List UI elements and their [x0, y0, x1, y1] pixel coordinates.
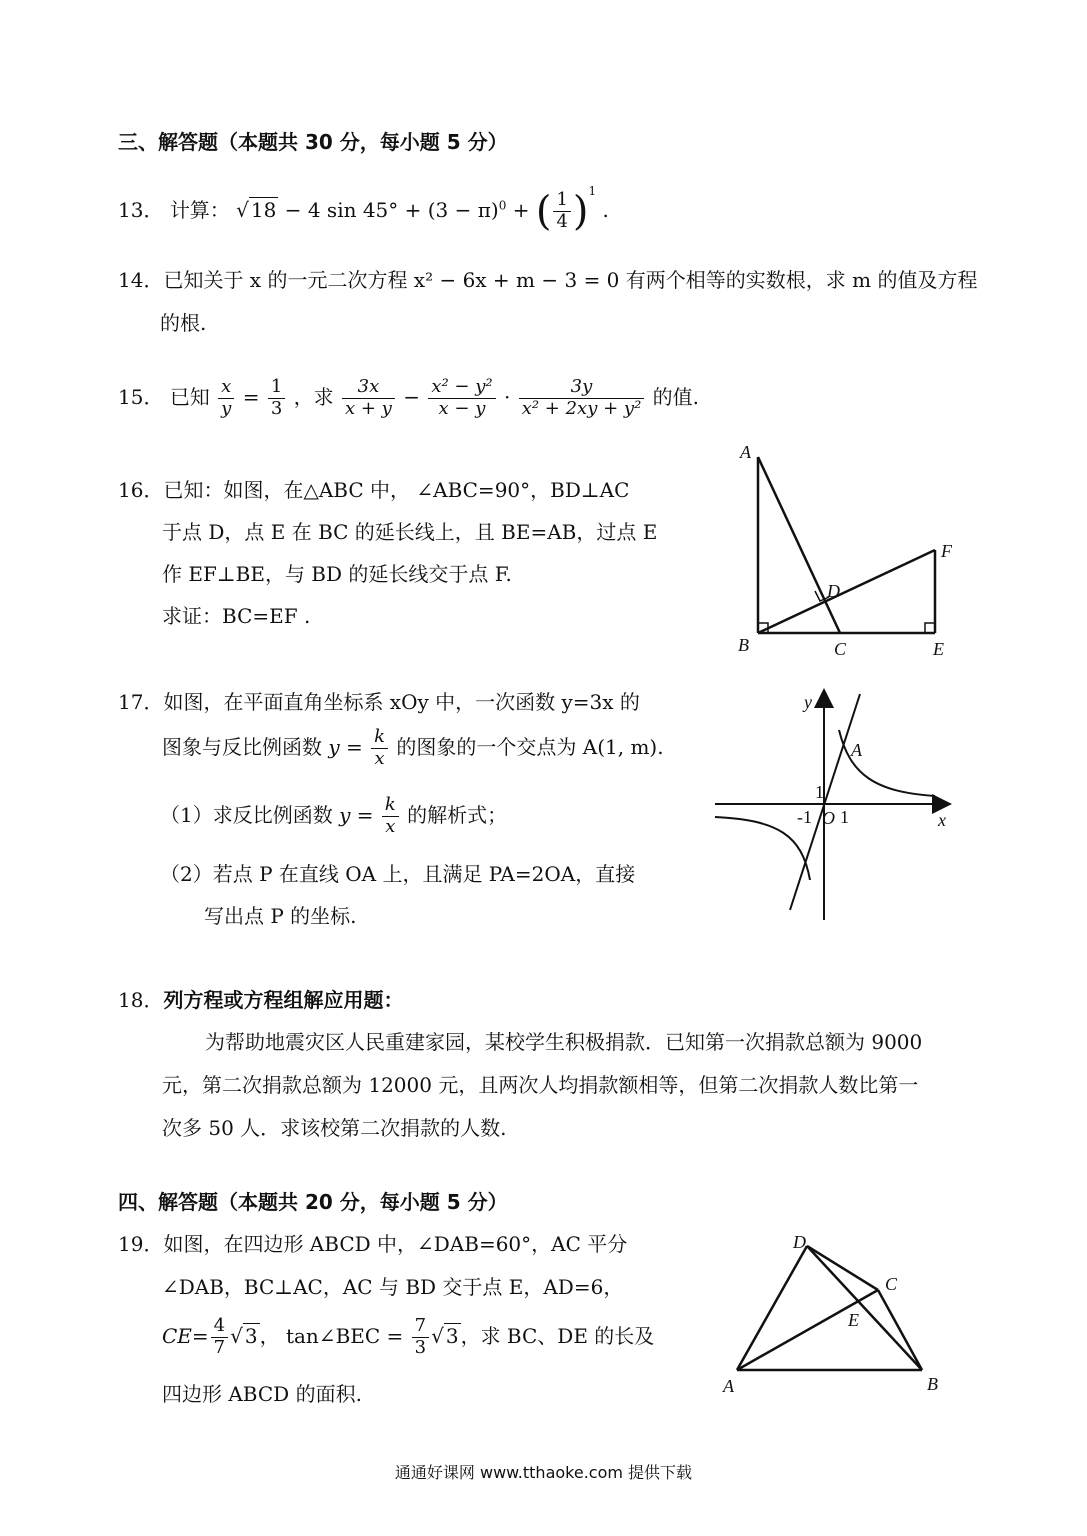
q19-sqrt-sign-1: √	[230, 1324, 243, 1348]
label-1-x: 1	[840, 807, 849, 827]
q18-line2: 元，第二次捐款总额为 12000 元，且两次人均捐款额相等，但第二次捐款人数比第一	[162, 1073, 919, 1097]
q13-plus: +	[512, 198, 536, 222]
q15-minus: −	[403, 385, 427, 409]
q17-sub1-lead: （1）求反比例函数	[160, 803, 340, 827]
q16-line2: 于点 D，点 E 在 BC 的延长线上，且 BE=AB，过点 E	[162, 520, 658, 544]
q15-frac-3y: $\frac{3y}{\text{x² + 2xy + y²}}$	[519, 377, 645, 419]
q19-line3	[162, 1310, 654, 1362]
q17-sub1	[160, 790, 507, 840]
q14-number: 14．	[118, 268, 164, 292]
label-1-y: 1	[815, 782, 824, 802]
q15-frac-3x: $\frac{3x}{x + y}$	[342, 377, 395, 419]
q19-figure	[715, 1228, 960, 1403]
q19-tan: ， tan∠BEC =	[259, 1324, 410, 1348]
q16-figure	[730, 435, 970, 665]
q15-frac-1-3: $\frac{1}{3}$	[268, 377, 285, 419]
q13-exp0: 0	[498, 198, 507, 213]
label-a: A	[723, 1376, 734, 1396]
q17-sub2b: 写出点 P 的坐标.	[204, 904, 357, 928]
question-17	[118, 686, 640, 715]
q19-line4: 四边形 ABCD 的面积.	[162, 1382, 362, 1406]
q13-number: 13．	[118, 198, 164, 222]
q18-number: 18．	[118, 988, 164, 1012]
page-footer: 通通好课网 www.tthaoke.com 提供下载	[394, 1463, 693, 1482]
q19-number: 19．	[118, 1232, 164, 1256]
label-f: F	[941, 541, 952, 561]
q17-frac-kx: $\frac{k}{x}$	[371, 727, 388, 769]
q19-ce: CE=	[162, 1324, 209, 1348]
q15-eq: =	[242, 385, 266, 409]
q17-sub2a: （2）若点 P 在直线 OA 上，且满足 PA=2OA，直接	[160, 862, 636, 886]
q18-line3: 次多 50 人．求该校第二次捐款的人数.	[162, 1116, 507, 1140]
q17-line2-tail: 的图象的一个交点为 A(1, m).	[390, 735, 664, 759]
label-d: D	[827, 581, 840, 601]
label-y: y	[804, 692, 812, 712]
question-14	[118, 264, 977, 293]
question-19	[118, 1228, 627, 1257]
label-e: E	[848, 1310, 859, 1330]
q14-line1: 已知关于 x 的一元二次方程 x² − 6x + m − 3 = 0 有两个相等的实数根，求 m 的值及方程	[163, 268, 978, 292]
q13-lead: 计算：	[169, 198, 230, 222]
segment-bf	[758, 550, 935, 633]
q13-sqrt-arg: 18	[250, 198, 277, 222]
q13-rparen: )	[572, 188, 589, 235]
q13-term1: − 4 sin 45° + (3 − π)	[284, 198, 499, 222]
label-b: B	[738, 635, 749, 655]
right-angle-e	[925, 623, 935, 633]
q16-line1: 已知：如图，在△ABC 中， ∠ABC=90°，BD⊥AC	[163, 478, 630, 502]
q17-figure	[710, 680, 980, 925]
label-neg1: -1	[797, 807, 812, 827]
label-c: C	[885, 1274, 898, 1294]
q15-end: 的值.	[652, 385, 699, 409]
q19-frac-7-3: $\frac{7}{3}$	[412, 1316, 429, 1358]
question-15	[118, 372, 699, 422]
segment-db	[807, 1246, 922, 1370]
label-a: A	[740, 442, 751, 462]
q15-number: 15．	[118, 385, 164, 409]
section-3-title: 三、解答题（本题共 30 分，每小题 5 分）	[118, 130, 508, 154]
q17-line2	[162, 722, 664, 772]
section-4-title: 四、解答题（本题共 20 分，每小题 5 分）	[118, 1190, 508, 1214]
q13-lparen: (	[535, 188, 552, 235]
q16-line4: 求证：BC=EF .	[162, 604, 311, 628]
q17-line1: 如图，在平面直角坐标系 xOy 中，一次函数 y=3x 的	[163, 690, 640, 714]
q13-end: .	[602, 198, 609, 222]
q17-sub1-yeq: y =	[339, 803, 380, 827]
q15-frac-diff: $\frac{\text{x² − y²}}{x - y}$	[428, 377, 495, 419]
q19-line2: ∠DAB，BC⊥AC，AC 与 BD 交于点 E，AD=6，	[162, 1275, 624, 1299]
q19-sqrt-2: 3	[445, 1324, 459, 1348]
hyperbola-branch-2	[715, 817, 810, 880]
q15-frac-xy: $\frac{x}{y}$	[218, 377, 234, 419]
q13-exp1: 1	[588, 184, 597, 198]
q18-title: 列方程或方程组解应用题：	[163, 988, 404, 1012]
question-18	[118, 984, 403, 1013]
q17-line2-lead: 图象与反比例函数	[162, 735, 329, 759]
q19-line3-tail: ，求 BC、DE 的长及	[460, 1324, 655, 1348]
label-d: D	[793, 1232, 806, 1252]
q13-sqrt-sign: √	[236, 198, 249, 222]
q13-fraction: $\frac{1}{4}$	[553, 190, 570, 232]
label-x: x	[938, 810, 946, 830]
label-c: C	[834, 639, 847, 659]
q19-frac-4-7: $\frac{4}{7}$	[211, 1316, 228, 1358]
label-e: E	[933, 639, 944, 659]
q19-sqrt-sign-2: √	[431, 1324, 444, 1348]
q15-lead: 已知	[169, 385, 210, 409]
q16-number: 16．	[118, 478, 164, 502]
label-b: B	[927, 1374, 938, 1394]
q15-dot: ·	[503, 385, 517, 409]
label-o: O	[822, 808, 835, 828]
question-16	[118, 474, 629, 503]
q15-mid: ，求	[293, 385, 334, 409]
q17-number: 17．	[118, 690, 164, 714]
q18-line1: 为帮助地震灾区人民重建家园，某校学生积极捐款．已知第一次捐款总额为 9000	[205, 1030, 923, 1054]
q14-line2: 的根.	[160, 311, 207, 335]
segment-ac	[758, 457, 840, 633]
q19-line1: 如图，在四边形 ABCD 中，∠DAB=60°，AC 平分	[163, 1232, 628, 1256]
q17-yeq: y =	[328, 735, 370, 759]
q17-sub1-tail: 的解析式；	[400, 803, 508, 827]
q19-sqrt-1: 3	[244, 1324, 258, 1348]
q17-sub1-frac: $\frac{k}{x}$	[382, 795, 399, 837]
question-13	[118, 168, 609, 233]
label-a: A	[851, 740, 862, 760]
q16-line3: 作 EF⊥BE，与 BD 的延长线交于点 F.	[162, 562, 512, 586]
